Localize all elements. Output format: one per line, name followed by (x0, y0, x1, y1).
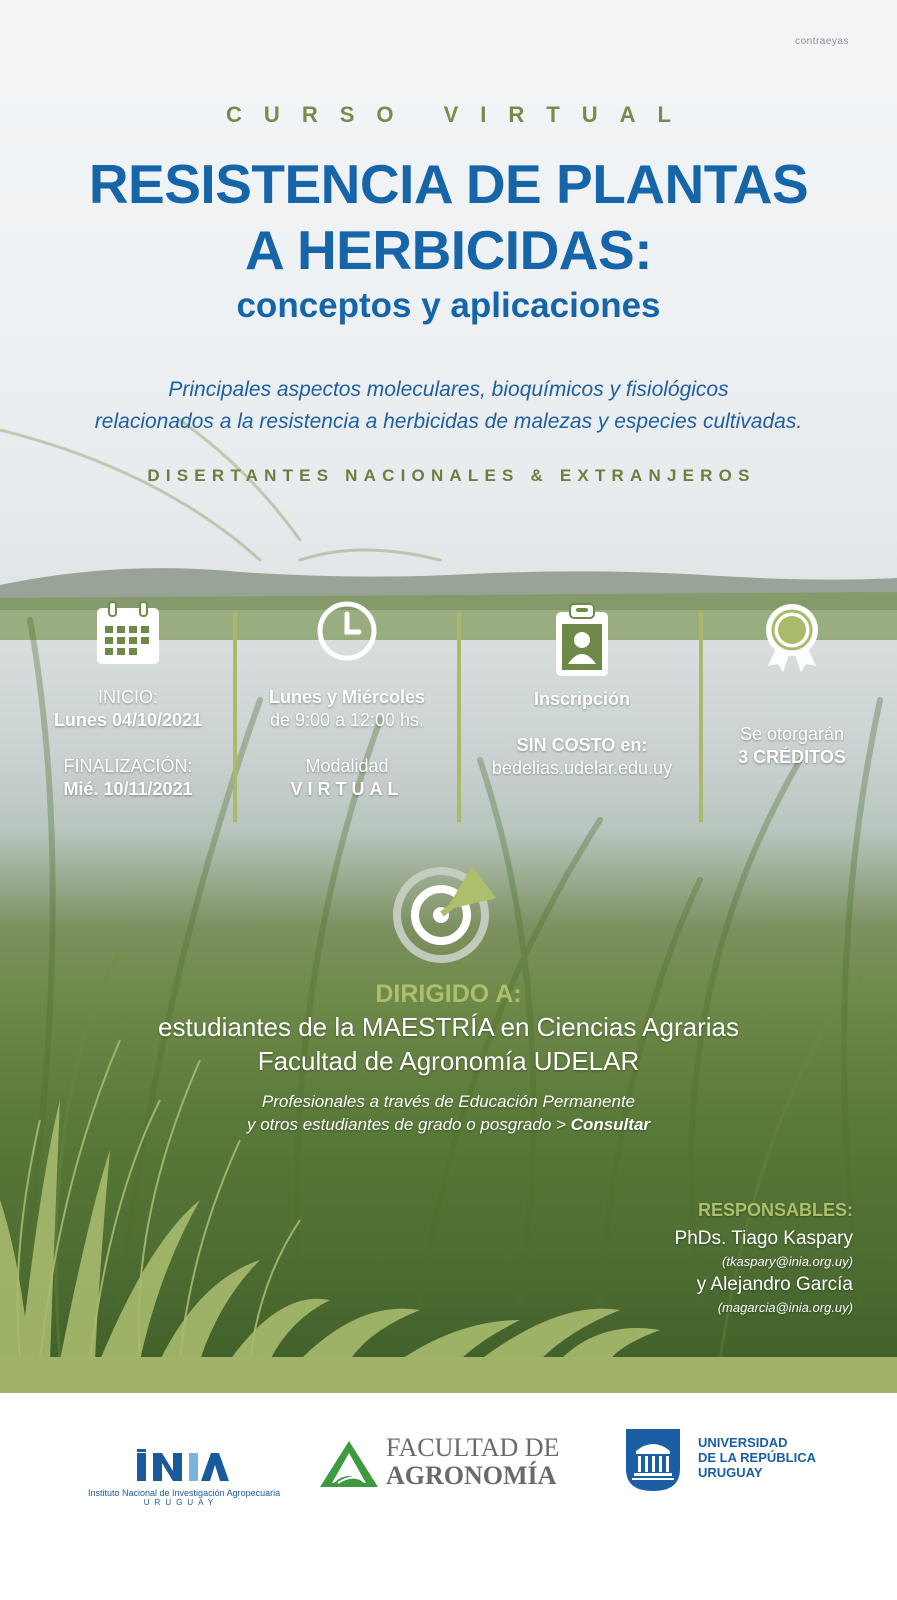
award-ribbon-icon (762, 600, 822, 676)
udelar-name (698, 1435, 816, 1480)
course-kicker: CURSO VIRTUAL (226, 102, 693, 127)
udelar-seal-icon (626, 1429, 680, 1491)
udelar-line-2: DE LA REPÚBLICA (698, 1450, 816, 1465)
responsable-2-email[interactable]: (magarcia@inia.org.uy) (717, 1300, 853, 1315)
audience-note-text: y otros estudiantes de grado o posgrado > (246, 1115, 566, 1134)
responsable-1: PhDs. Tiago Kaspary (674, 1228, 853, 1249)
registration-title: Inscripción (533, 689, 631, 709)
audience-note (0, 1090, 897, 1136)
registration-site[interactable]: bedelias.udelar.edu.uy (491, 758, 673, 778)
footer (0, 1393, 897, 1600)
separator (233, 612, 237, 822)
udelar-line-1: UNIVERSIDAD (698, 1435, 788, 1450)
audience-line-1: estudiantes de la MAESTRÍA en Ciencias Agrarias (158, 1012, 739, 1042)
udelar-line-3: URUGUAY (698, 1465, 763, 1480)
end-label: FINALIZACIÓN: (63, 756, 193, 776)
inia-logo-mark (133, 1449, 229, 1483)
credits-line-1: Se otorgarán (739, 724, 845, 744)
credits-column (712, 600, 872, 769)
separator (699, 612, 703, 822)
audience-note-line-2 (0, 1113, 897, 1136)
fagro-logo (318, 1433, 578, 1493)
description-line-1: Principales aspectos moleculares, bioquímicos y fisiológicos (168, 378, 729, 401)
fagro-line-2: AGRONOMÍA (386, 1461, 557, 1490)
start-label: INICIO: (97, 687, 158, 707)
speakers-line: DISERTANTES NACIONALES & EXTRANJEROS (147, 466, 756, 485)
consultar-link[interactable]: Consultar (570, 1115, 651, 1134)
end-date: Mié. 10/11/2021 (63, 779, 193, 799)
responsable-2: y Alejandro García (696, 1274, 853, 1295)
schedule-hours: de 9:00 a 12:00 hs. (269, 710, 425, 730)
dates-column (32, 600, 224, 801)
title-line-1: RESISTENCIA DE PLANTAS (88, 153, 809, 215)
target-arrow-icon (392, 862, 504, 966)
calendar-icon (95, 600, 161, 666)
title-line-2: A HERBICIDAS: (244, 219, 653, 281)
inia-name: Instituto Nacional de Investigación Agropecuaria (88, 1488, 281, 1498)
schedule-days: Lunes y Miércoles (268, 687, 426, 707)
registration-cost: SIN COSTO en: (516, 735, 648, 755)
udelar-logo (626, 1429, 826, 1495)
audience-line-2: Facultad de Agronomía UDELAR (257, 1046, 640, 1076)
schedule-column (250, 600, 444, 801)
inia-logo (88, 1449, 281, 1507)
description-line-2: relacionados a la resistencia a herbicidas de malezas y especies cultivadas. (94, 410, 803, 433)
clock-icon (316, 600, 378, 662)
subtitle: conceptos y aplicaciones (236, 286, 661, 325)
responsable-1-email[interactable]: (tkaspary@inia.org.uy) (722, 1254, 853, 1269)
green-band (0, 1357, 897, 1393)
inia-country: URUGUAY (143, 1498, 219, 1507)
fagro-logo-mark (318, 1439, 380, 1489)
registration-column (472, 600, 692, 780)
audience-title: DIRIGIDO A: (375, 980, 522, 1008)
responsables-title: RESPONSABLES: (697, 1200, 853, 1220)
watermark: contraeyas (795, 36, 849, 47)
mode-label: Modalidad (305, 756, 389, 776)
badge-icon (552, 600, 612, 680)
separator (457, 612, 461, 822)
description (0, 374, 897, 438)
start-date: Lunes 04/10/2021 (53, 710, 203, 730)
mode-value: VIRTUAL (290, 779, 404, 799)
credits-line-2: 3 CRÉDITOS (738, 747, 846, 767)
fagro-line-1: FACULTAD DE (386, 1433, 560, 1462)
audience-note-line-1: Profesionales a través de Educación Permanente (261, 1092, 636, 1111)
